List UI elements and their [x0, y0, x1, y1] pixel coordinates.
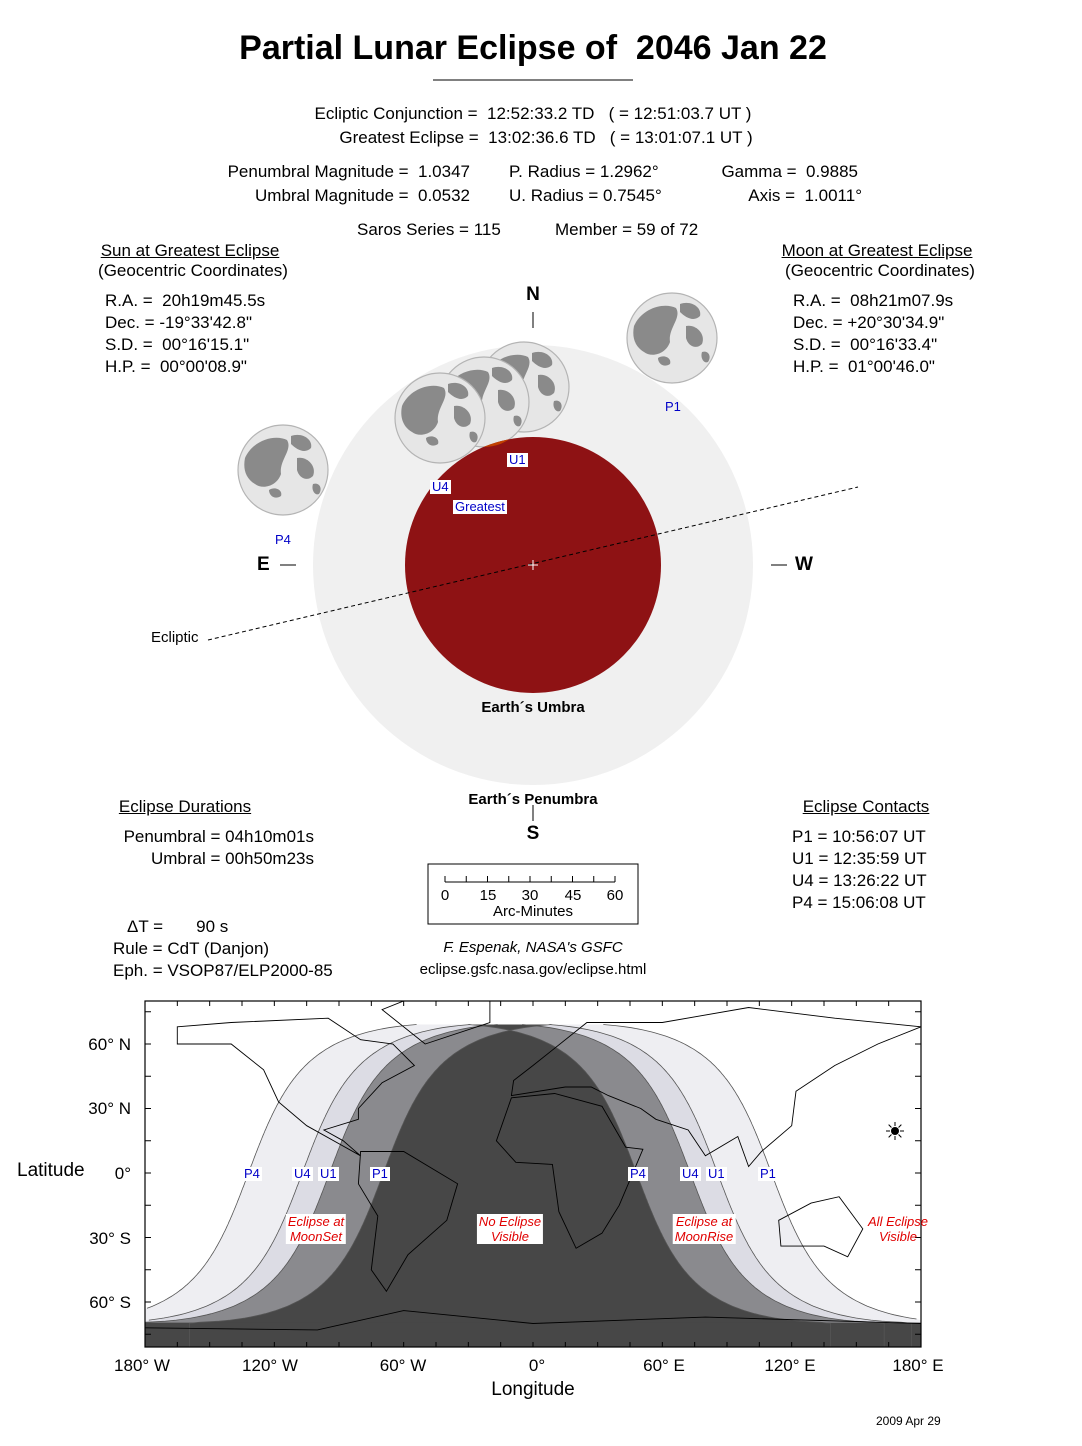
west-label: W	[795, 554, 813, 575]
moon-p1	[627, 293, 717, 383]
lon-tick: 60° W	[379, 1356, 427, 1375]
sun-subheading: (Geocentric Coordinates)	[98, 261, 288, 280]
map-curve-label-u4-west: U4	[294, 1166, 311, 1181]
scale-tick-0: 0	[440, 887, 450, 904]
latitude-axis-label: Latitude	[17, 1160, 85, 1181]
contact-label-u4: U4	[432, 479, 449, 494]
contacts-heading: Eclipse Contacts	[802, 797, 930, 816]
map-curve-label-p4-east: P4	[630, 1166, 646, 1181]
map-curve-label-p4-west: P4	[244, 1166, 260, 1181]
contact-u1: U1 = 12:35:59 UT	[792, 849, 927, 868]
lon-tick: 120° E	[764, 1356, 816, 1375]
scale-tick-30: 30	[521, 887, 539, 904]
moon-hp: H.P. = 01°00'46.0"	[793, 357, 935, 376]
lon-tick: 180° W	[114, 1356, 170, 1375]
contact-u4: U4 = 13:26:22 UT	[792, 871, 927, 890]
contact-label-u1: U1	[509, 452, 526, 467]
south-label: S	[526, 823, 540, 844]
contact-label-p4: P4	[275, 532, 291, 547]
page-title: Partial Lunar Eclipse of 2046 Jan 22	[239, 29, 827, 67]
moon-p4	[238, 425, 328, 515]
sun-heading: Sun at Greatest Eclipse	[100, 241, 280, 260]
penumbral-magnitude: Penumbral Magnitude = 1.0347	[227, 162, 470, 181]
scale-tick-60: 60	[606, 887, 624, 904]
lat-tick: 30° N	[88, 1099, 131, 1118]
ecliptic-label: Ecliptic	[151, 629, 199, 646]
penumbra-radius: P. Radius = 1.2962°	[509, 162, 659, 181]
umbral-magnitude: Umbral Magnitude = 0.0532	[255, 186, 470, 205]
lat-tick: 0°	[114, 1164, 131, 1183]
moon-subheading: (Geocentric Coordinates)	[785, 261, 975, 280]
east-label: E	[257, 554, 270, 575]
moon-heading: Moon at Greatest Eclipse	[781, 241, 973, 260]
north-label: N	[526, 284, 540, 305]
contact-label-p1: P1	[665, 399, 681, 414]
region-label-all-eclipse: All Eclipse Visible	[868, 1214, 928, 1244]
sun-dec: Dec. = -19°33'42.8"	[105, 313, 252, 332]
saros-series: Saros Series = 115	[357, 220, 501, 239]
scale-bar	[445, 876, 615, 882]
ecliptic-conjunction: Ecliptic Conjunction = 12:52:33.2 TD ( = 12:51:03.7 UT )	[314, 104, 752, 123]
map-curve-label-u1-west: U1	[320, 1166, 337, 1181]
delta-t: ΔT = 90 s	[127, 917, 229, 936]
contact-p4: P4 = 15:06:08 UT	[792, 893, 926, 912]
map-curve-label-u1-east: U1	[708, 1166, 725, 1181]
moon-ra: R.A. = 08h21m07.9s	[793, 291, 954, 310]
lon-tick: 180° E	[892, 1356, 944, 1375]
greatest-eclipse-time: Greatest Eclipse = 13:02:36.6 TD ( = 13:01:07.1 UT )	[339, 128, 753, 147]
umbra-label: Earth´s Umbra	[481, 699, 585, 716]
penumbra-label: Earth´s Penumbra	[468, 791, 598, 808]
greatest-label: Greatest	[455, 499, 505, 514]
subsolar-point-icon	[891, 1127, 899, 1135]
region-label-moonrise: Eclipse at MoonRise	[674, 1214, 734, 1244]
umbral-duration: Umbral = 00h50m23s	[150, 849, 314, 868]
sun-hp: H.P. = 00°00'08.9"	[105, 357, 247, 376]
gamma: Gamma = 0.9885	[721, 162, 858, 181]
lat-tick: 30° S	[89, 1229, 131, 1248]
map-curve-label-u4-east: U4	[682, 1166, 699, 1181]
sun-sd: S.D. = 00°16'15.1"	[105, 335, 250, 354]
source-url[interactable]: eclipse.gsfc.nasa.gov/eclipse.html	[419, 961, 647, 978]
moon-sd: S.D. = 00°16'33.4"	[793, 335, 938, 354]
lat-tick: 60° S	[89, 1293, 131, 1312]
lon-tick: 60° E	[643, 1356, 685, 1375]
generation-date: 2009 Apr 29	[876, 1414, 941, 1428]
sun-ra: R.A. = 20h19m45.5s	[105, 291, 266, 310]
penumbral-duration: Penumbral = 04h10m01s	[123, 827, 314, 846]
scale-tick-15: 15	[479, 887, 497, 904]
danjon-rule: Rule = CdT (Danjon)	[113, 939, 270, 958]
umbra-radius: U. Radius = 0.7545°	[509, 186, 662, 205]
region-label-no-eclipse: No Eclipse Visible	[478, 1214, 542, 1244]
longitude-axis-label: Longitude	[491, 1379, 575, 1400]
map-curve-label-p1-east: P1	[760, 1166, 776, 1181]
lon-tick: 120° W	[242, 1356, 298, 1375]
saros-member: Member = 59 of 72	[555, 220, 699, 239]
map-curve-label-p1-west: P1	[372, 1166, 388, 1181]
region-label-moonset: Eclipse at MoonSet	[287, 1214, 345, 1244]
moon-dec: Dec. = +20°30'34.9"	[793, 313, 945, 332]
contact-p1: P1 = 10:56:07 UT	[792, 827, 926, 846]
scale-tick-45: 45	[564, 887, 582, 904]
lat-tick: 60° N	[88, 1035, 131, 1054]
credit: F. Espenak, NASA's GSFC	[443, 939, 623, 956]
moon-u4	[395, 373, 485, 463]
ephemeris: Eph. = VSOP87/ELP2000-85	[113, 961, 333, 980]
axis: Axis = 1.0011°	[748, 186, 862, 205]
scale-label: Arc-Minutes	[492, 903, 574, 920]
durations-heading: Eclipse Durations	[118, 797, 252, 816]
lon-tick: 0°	[528, 1356, 546, 1375]
